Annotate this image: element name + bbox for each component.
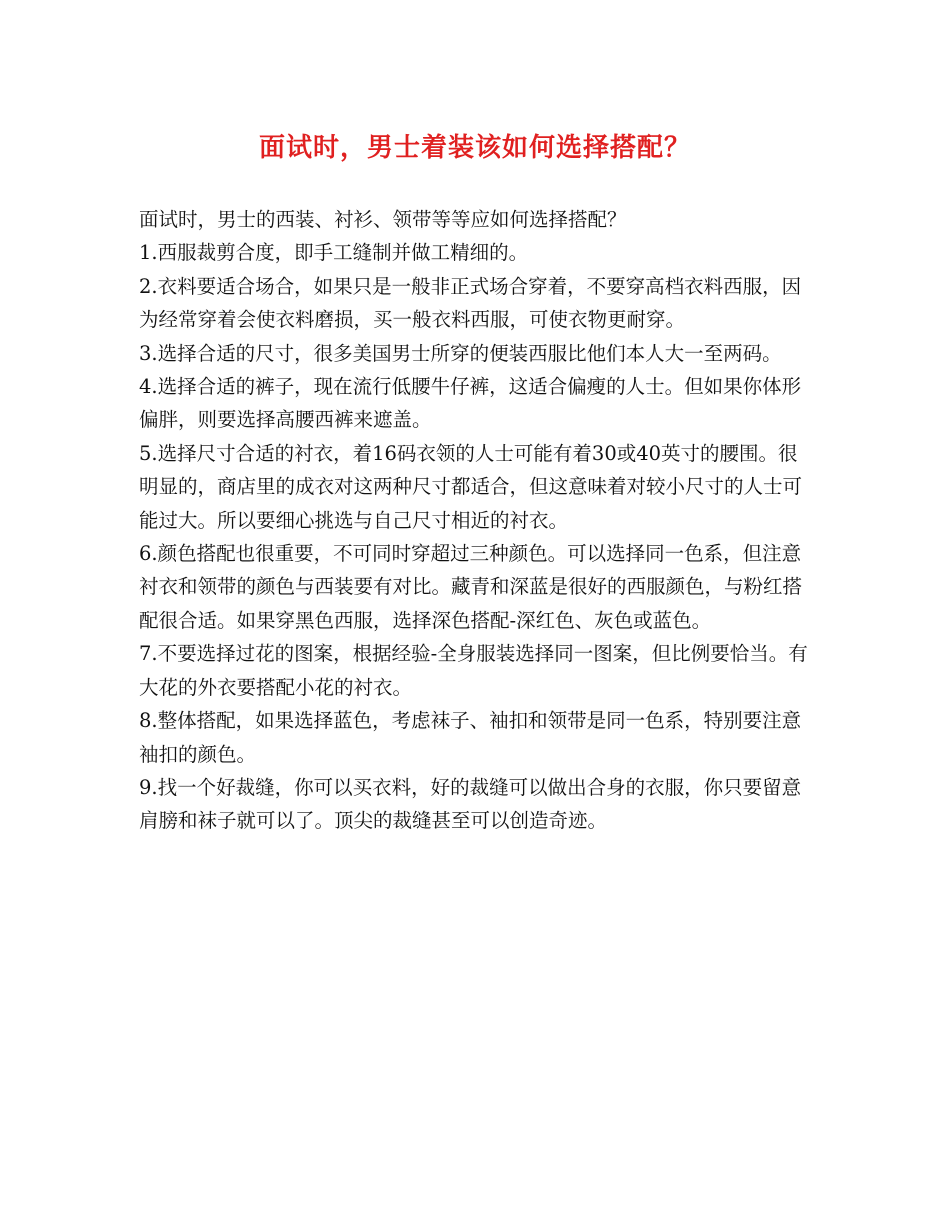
paragraph-item-4: 4.选择合适的裤子，现在流行低腰牛仔裤，这适合偏瘦的人士。但如果你体形偏胖，则要选择高腰西裤来遮盖。 (139, 375, 802, 432)
paragraph-item-6: 6.颜色搭配也很重要，不可同时穿超过三种颜色。可以选择同一色系，但注意衬衣和领带的颜色与西装要有对比。藏青和深蓝是很好的西服颜色，与粉红搭配很合适。如果穿黑色西服，选择深色搭配-深红色、灰色或蓝色。 (139, 542, 803, 632)
paragraph-intro: 面试时，男士的西装、衬衫、领带等等应如何选择搭配？ (139, 208, 627, 231)
document-title: 面试时，男士着装该如何选择搭配？ (258, 133, 691, 163)
paragraph-item-3: 3.选择合适的尺寸，很多美国男士所穿的便装西服比他们本人大一至两码。 (139, 341, 782, 365)
paragraph-item-7: 7.不要选择过花的图案，根据经验-全身服装选择同一图案，但比例要恰当。有大花的外衣要搭配小花的衬衣。 (139, 642, 808, 699)
paragraph-item-8: 8.整体搭配，如果选择蓝色，考虑袜子、袖扣和领带是同一色系，特别要注意袖扣的颜色。 (139, 709, 802, 766)
document-body (139, 203, 814, 838)
paragraph-item-5: 5.选择尺寸合适的衬衣，着16码衣领的人士可能有着30或40英寸的腰围。很明显的，商店里的成衣对这两种尺寸都适合，但这意味着对较小尺寸的人士可能过大。所以要细心挑选与自己尺寸相近的衬衣。 (139, 441, 803, 532)
paragraph-item-2: 2.衣料要适合场合，如果只是一般非正式场合穿着，不要穿高档衣料西服，因为经常穿着会使衣料磨损，买一般衣料西服，可使衣物更耐穿。 (139, 274, 802, 332)
paragraph-item-1: 1.西服裁剪合度，即手工缝制并做工精细的。 (139, 241, 529, 265)
paragraph-item-9: 9.找一个好裁缝，你可以买衣料，好的裁缝可以做出合身的衣服，你只要留意肩膀和袜子就可以了。顶尖的裁缝甚至可以创造奇迹。 (139, 775, 802, 833)
